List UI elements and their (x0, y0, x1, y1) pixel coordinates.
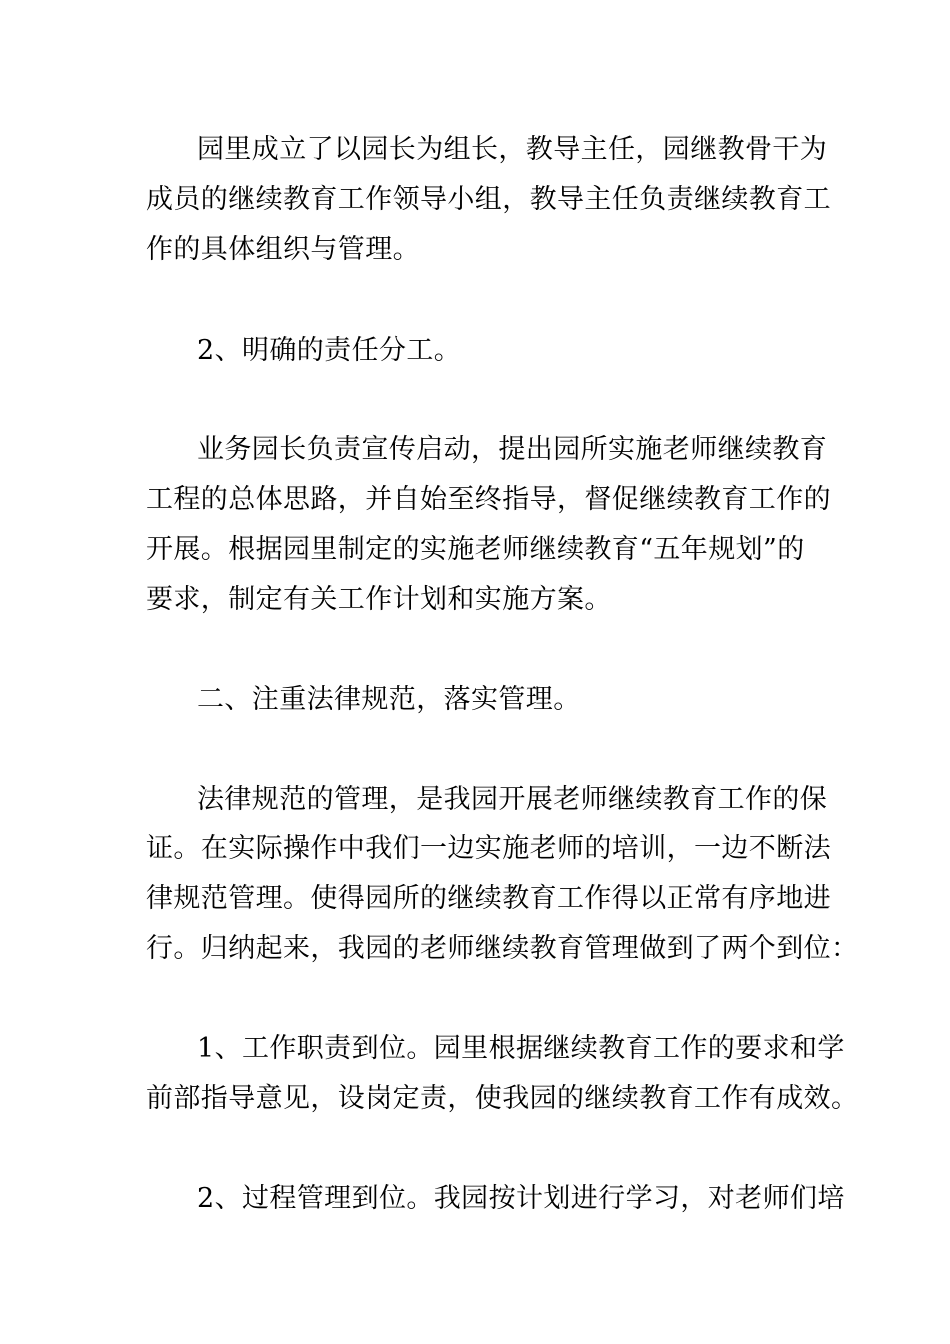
paragraph-line: 开展。根据园里制定的实施老师继续教育“五年规划”的 (146, 534, 805, 565)
paragraph-line: 律规范管理。使得园所的继续教育工作得以正常有序地进 (146, 883, 831, 914)
paragraph-line: 2、过程管理到位。我园按计划进行学习，对老师们培 (197, 1183, 845, 1214)
paragraph-line: 业务园长负责宣传启动，提出园所实施老师继续教育 (197, 434, 828, 465)
section-heading: 2、明确的责任分工。 (197, 335, 462, 366)
paragraph-line: 成员的继续教育工作领导小组，教导主任负责继续教育工 (146, 184, 831, 215)
paragraph-line: 要求，制定有关工作计划和实施方案。 (146, 584, 612, 615)
paragraph-line: 园里成立了以园长为组长，教导主任，园继教骨干为 (197, 134, 828, 165)
paragraph-line: 前部指导意见，设岗定责，使我园的继续教育工作有成效。 (146, 1083, 859, 1114)
paragraph-line: 行。归纳起来，我园的老师继续教育管理做到了两个到位： (146, 933, 859, 964)
paragraph-line: 工程的总体思路，并自始至终指导，督促继续教育工作的 (146, 484, 831, 515)
paragraph-line: 证。在实际操作中我们一边实施老师的培训，一边不断法 (146, 833, 831, 864)
paragraph-line: 1、工作职责到位。园里根据继续教育工作的要求和学 (197, 1033, 845, 1064)
paragraph-line: 法律规范的管理，是我园开展老师继续教育工作的保 (197, 784, 828, 815)
paragraph-line: 作的具体组织与管理。 (146, 234, 420, 265)
section-heading: 二、注重法律规范，落实管理。 (197, 684, 581, 715)
